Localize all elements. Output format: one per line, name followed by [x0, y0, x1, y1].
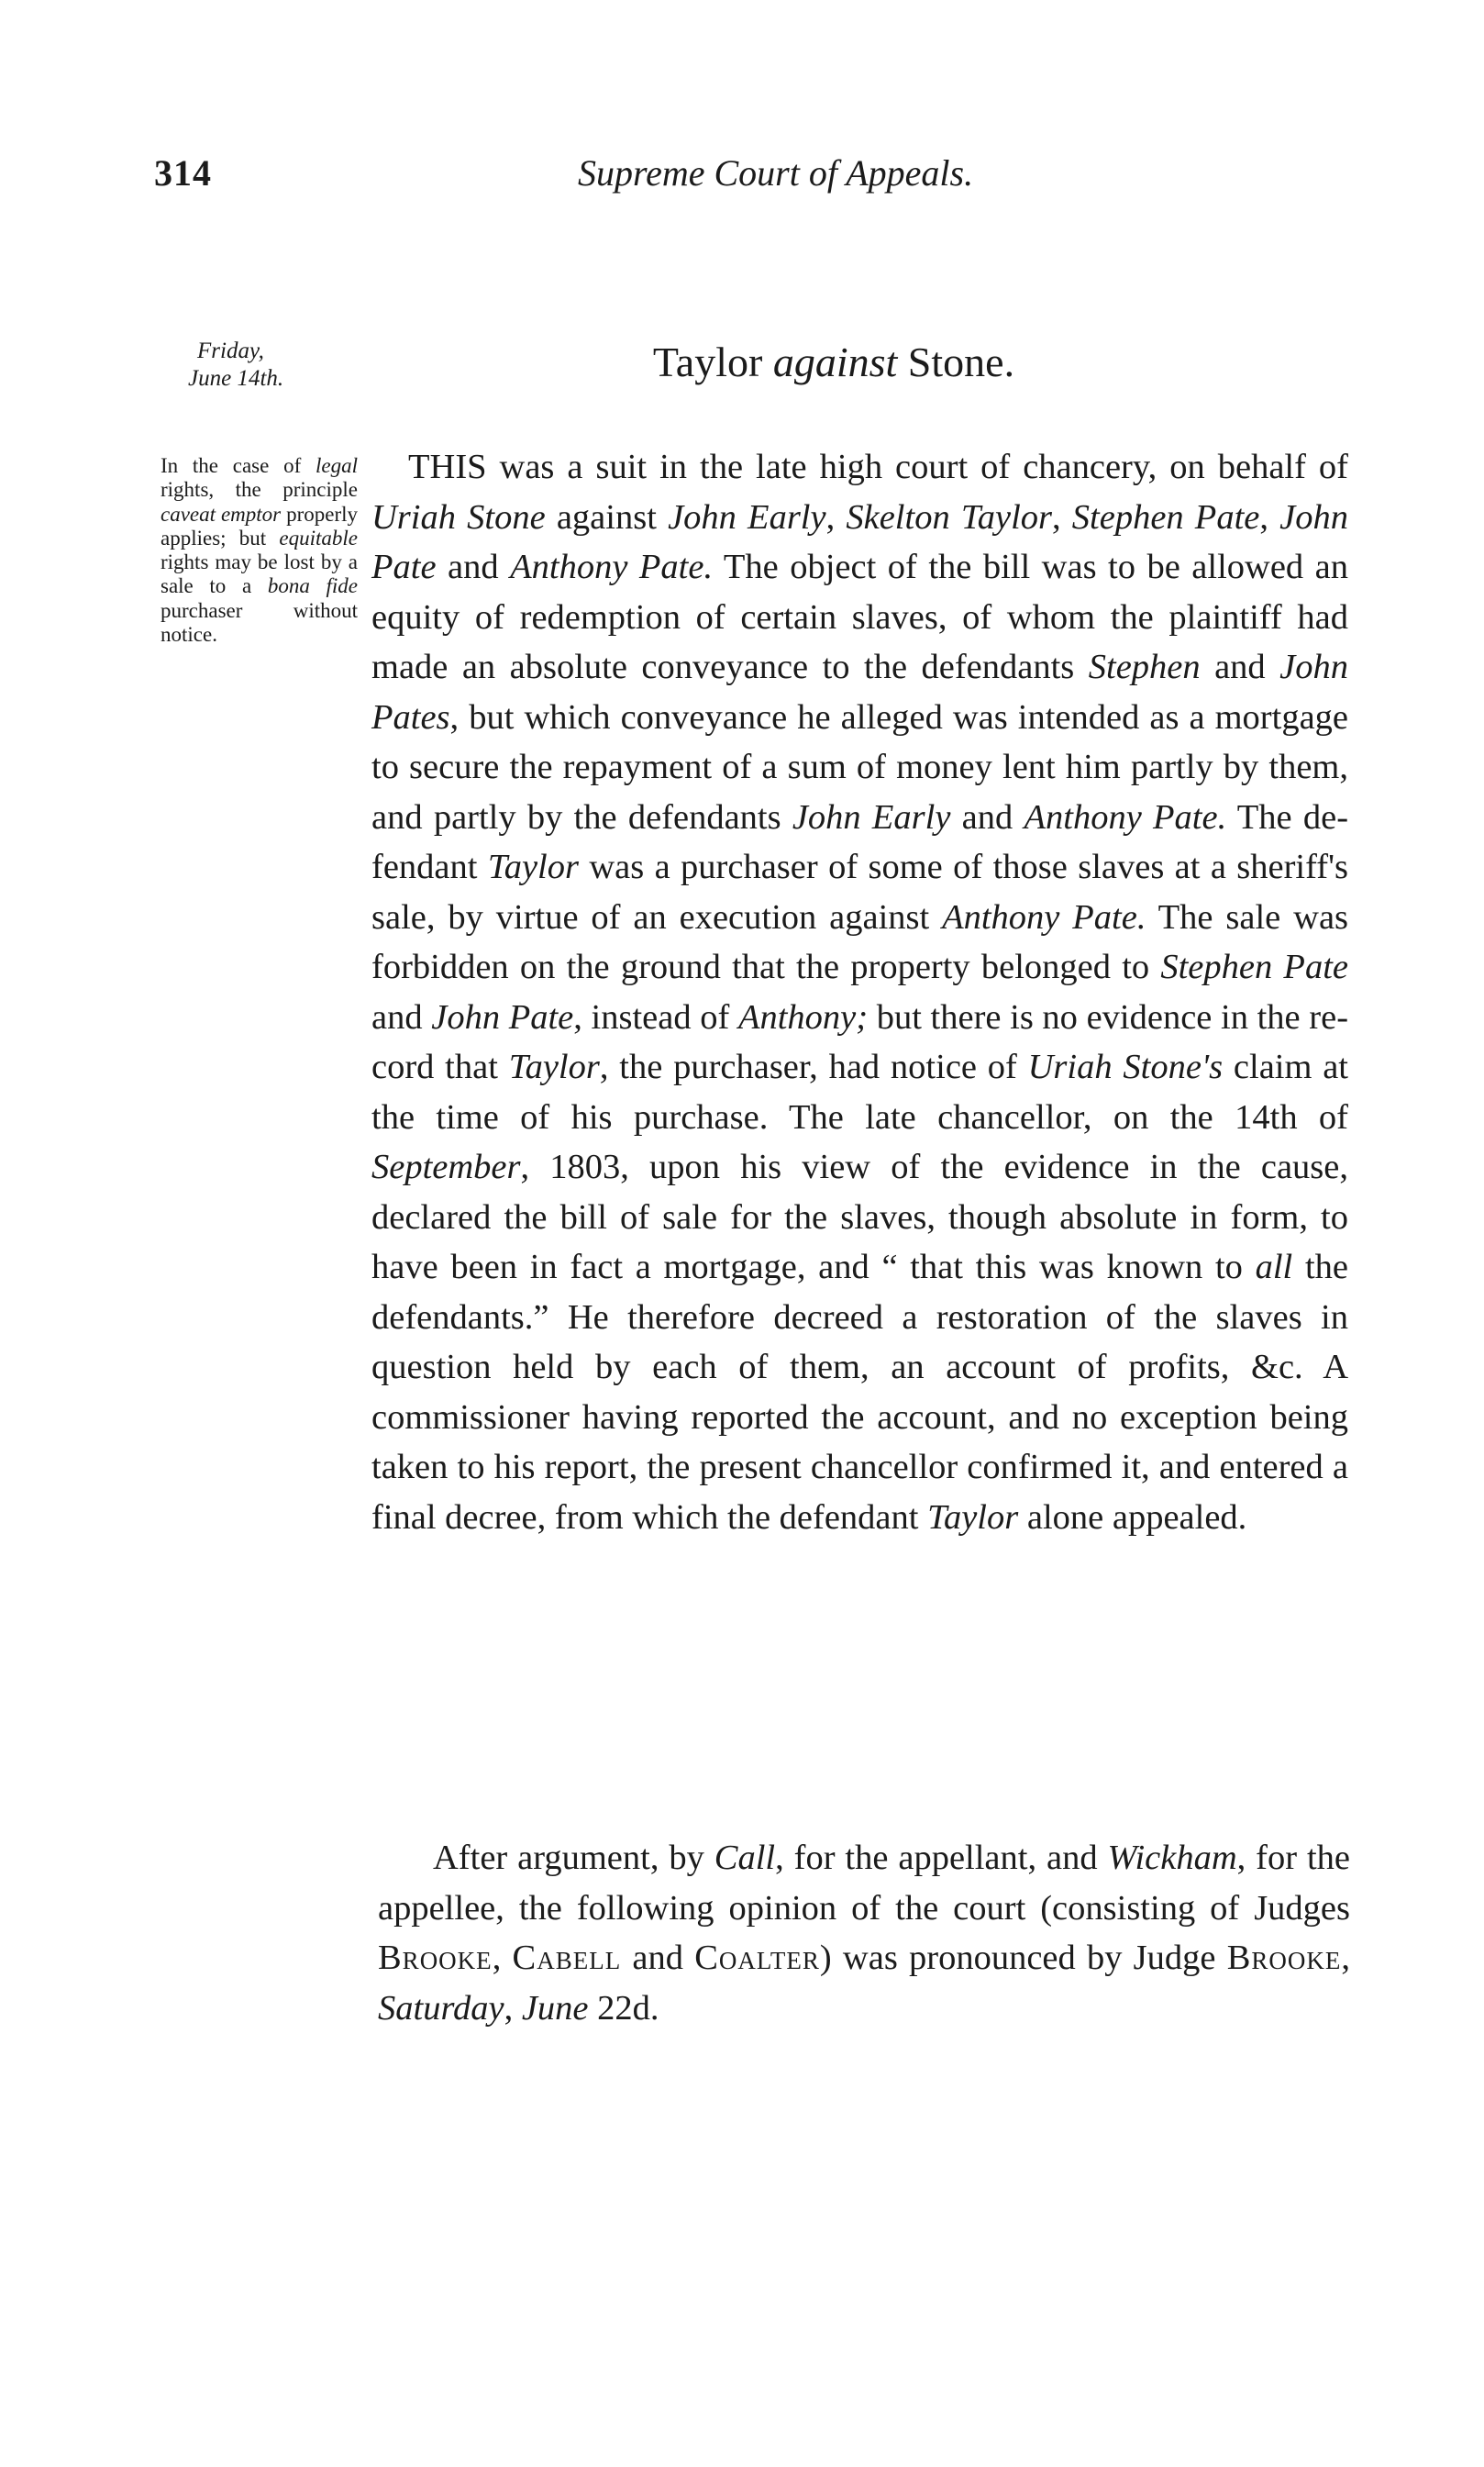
margin-note-text: In the case of: [161, 454, 316, 477]
margin-note-emphasis: bona fide: [267, 574, 358, 598]
paragraph-text: , instead of: [573, 997, 738, 1037]
margin-note-emphasis: equitable: [279, 526, 358, 550]
paragraph-text: The sale was forbidden on the ground that the property belonged to: [371, 897, 1349, 986]
party-name: John Early: [668, 497, 826, 537]
page-number: 314: [154, 152, 212, 194]
party-name: Uriah Stone: [371, 497, 546, 537]
paragraph-text: After argument, by: [433, 1839, 714, 1877]
party-name: John Early: [792, 797, 951, 837]
paragraph-text: ,: [1052, 497, 1072, 537]
party-name: Stephen Pate: [1071, 497, 1260, 537]
paragraph-text: 22d.: [588, 1988, 659, 2028]
judge-name: Coalter: [694, 1939, 820, 1977]
party-name: John Pates: [371, 648, 1348, 737]
party-name: Anthony;: [737, 997, 869, 1037]
weekday: Saturday: [378, 1988, 504, 2028]
paragraph-text: ,: [1259, 497, 1280, 537]
margin-note-text: rights may be lost by a sale to a: [161, 550, 358, 598]
judge-name: Brooke: [1226, 1939, 1342, 1977]
party-name: Skelton Taylor: [846, 497, 1052, 537]
party-name: Taylor: [508, 1048, 600, 1086]
paragraph-text: ) was pronounced by Judge: [819, 1939, 1227, 1977]
paragraph-text: the defendants.” He therefore decreed a restoration of the slaves in question held by each of them, an account of profits, &c. A commissioner having reported the account, and no exception being taken to his report, the present chancellor confirmed it, and entered a final decree, from which the defendant: [371, 1248, 1348, 1537]
paragraph-text: and: [371, 997, 432, 1037]
paragraph-text: alone appealed.: [1018, 1497, 1247, 1537]
margin-note-text: purchaser without notice.: [161, 598, 358, 647]
paragraph-text: , for the appellee, the following opinion of the court (consisting of Judges: [378, 1839, 1350, 1928]
emphasis: all: [1255, 1248, 1293, 1286]
margin-note-emphasis: legal: [316, 454, 358, 477]
paragraph-text: was a purchaser of some of those slaves at a sheriff's sale, by virtue of an execution against: [371, 848, 1348, 937]
date-note-day: Friday,: [197, 339, 264, 363]
case-title-connector: against: [772, 339, 898, 385]
date-note-date: June 14th.: [188, 366, 284, 391]
margin-note-text: rights, the principle: [161, 478, 358, 502]
paragraph-text: against: [545, 497, 669, 537]
margin-note: [161, 454, 358, 647]
party-name: John Pate: [431, 997, 574, 1037]
paragraph-text: and: [950, 797, 1024, 837]
party-name: Anthony Pate.: [942, 897, 1146, 937]
paragraph-text: but there is no evidence in the record that: [371, 997, 1349, 1086]
party-name: Stephen Pate: [1160, 948, 1348, 986]
date-month: September: [371, 1148, 521, 1186]
paragraph-text: and: [436, 548, 511, 586]
body-paragraph-1: [371, 442, 1348, 1542]
paragraph-text: THIS was a suit in the late high court of chancery, on behalf of: [408, 448, 1348, 486]
paragraph-text: ,: [504, 1988, 522, 2028]
paragraph-text: claim at the time of his purchase. The late chancellor, on the 14th of: [371, 1048, 1348, 1137]
party-name: Taylor: [927, 1497, 1019, 1537]
party-name: Taylor: [487, 848, 579, 886]
paragraph-text: ,: [1341, 1939, 1351, 1977]
body-paragraph-2: [378, 1833, 1350, 2033]
party-name: Stephen: [1088, 648, 1201, 686]
judge-name: Cabell: [512, 1939, 622, 1977]
party-name: John Pate: [371, 497, 1348, 586]
party-name: Anthony Pate.: [1024, 797, 1227, 837]
counsel-name: Call: [714, 1839, 776, 1877]
paragraph-text: , 1803, upon his view of the evidence in the cause, declared the bill of sale for the slaves, though absolute in form, to have been in fact a mortgage, and “ that this was known to: [371, 1148, 1348, 1286]
paragraph-text: and: [1200, 648, 1280, 686]
case-title: [0, 338, 1484, 386]
party-name: Anthony Pate.: [510, 548, 714, 586]
running-title: Supreme Court of Appeals.: [578, 152, 974, 194]
margin-note-emphasis: caveat emptor: [161, 502, 282, 526]
paragraph-text: , but which conveyance he alleged was intended as a mortgage to secure the repayment of a sum of money lent him partly by them, and partly by the defendants: [371, 697, 1348, 837]
paragraph-text: The object of the bill was to be allowed an equity of redemption of certain slaves, of whom the plaintiff had made an absolute conveyance to the defendants: [371, 548, 1348, 686]
case-title-defendant: Stone.: [907, 339, 1015, 385]
counsel-name: Wickham: [1107, 1839, 1237, 1877]
paragraph-text: ,: [492, 1939, 513, 1977]
case-title-plaintiff: Taylor: [652, 339, 763, 385]
paragraph-text: , the purchaser, had notice of: [599, 1048, 1028, 1086]
paragraph-text: , for the appellant, and: [775, 1839, 1108, 1877]
date-month: June: [521, 1988, 589, 2028]
party-name: Uriah Stone's: [1027, 1048, 1224, 1086]
paragraph-text: The defendant: [371, 797, 1349, 886]
judge-name: Brooke: [378, 1939, 493, 1977]
paragraph-text: ,: [825, 497, 847, 537]
margin-note-text: properly applies; but: [161, 502, 358, 550]
paragraph-text: and: [621, 1939, 695, 1977]
